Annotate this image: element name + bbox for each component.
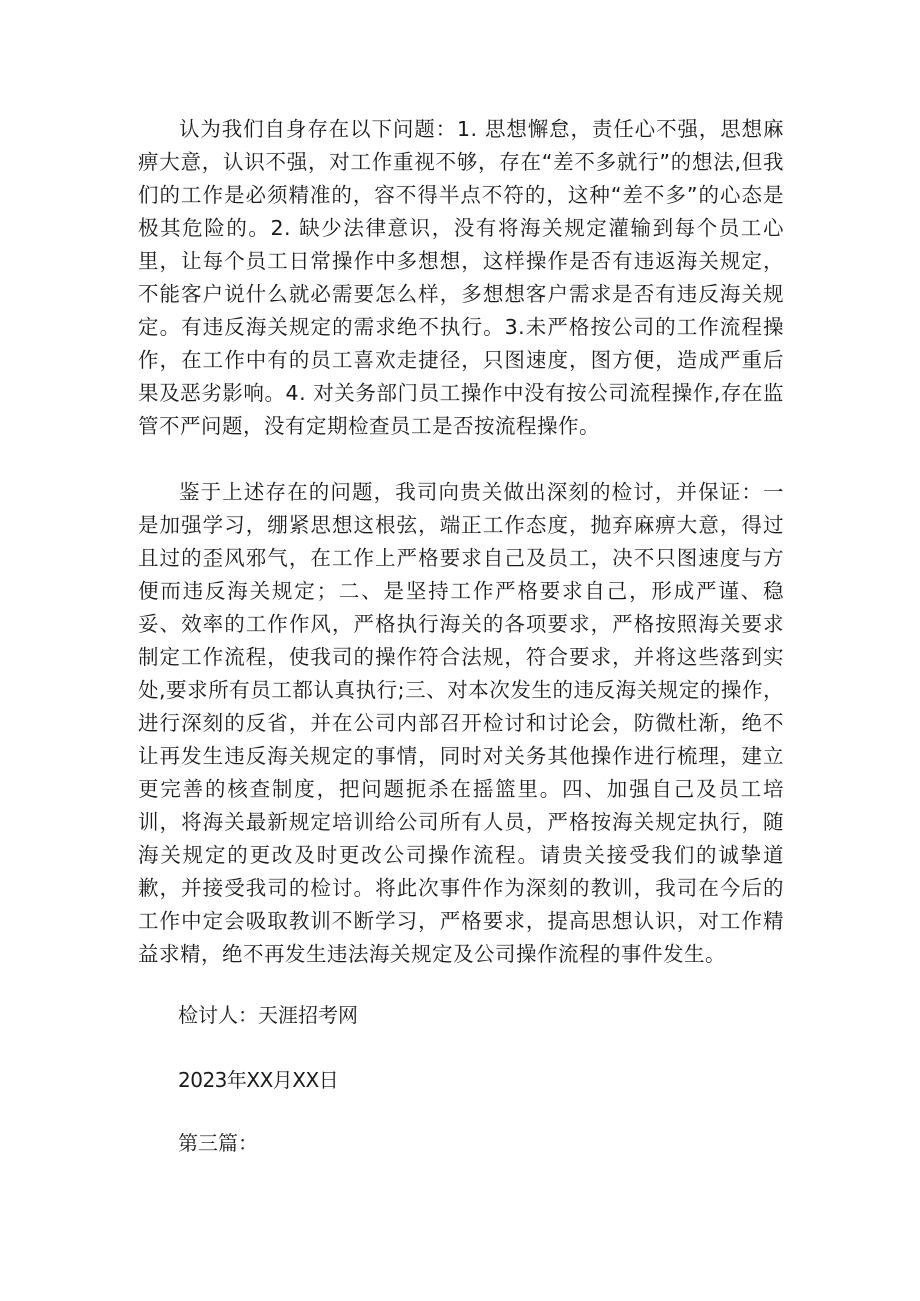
- document-body: [138, 113, 784, 971]
- section-heading: 第三篇：: [178, 1131, 258, 1155]
- paragraph-commitments: 鉴于上述存在的问题，我司向贵关做出深刻的检讨，并保证：一是加强学习，绷紧思想这根弦，端正工作态度，抛弃麻痹大意，得过且过的歪风邪气，在工作上严格要求自己及员工，决不只图速度与方便而违反海关规定；二、是坚持工作严格要求自己，形成严谨、稳妥、效率的工作作风，严格执行海关的各项要求，严格按照海关要求制定工作流程，使我司的操作符合法规，符合要求，并将这些落到实处,要求所有员工都认真执行;三、对本次发生的违反海关规定的操作，进行深刻的反省，并在公司内部召开检讨和讨论会，防微杜渐，绝不让再发生违反海关规定的事情，同时对关务其他操作进行梳理，建立更完善的核查制度，把问题扼杀在摇篮里。四、加强自己及员工培训，将海关最新规定培训给公司所有人员，严格按海关规定执行，随海关规定的更改及时更改公司操作流程。请贵关接受我们的诚挚道歉，并接受我司的检讨。将此次事件作为深刻的教训，我司在今后的工作中定会吸取教训不断学习，严格要求，提高思想认识，对工作精益求精，绝不再发生违法海关规定及公司操作流程的事件发生。: [138, 480, 784, 966]
- date-line: 2023年XX月XX日: [178, 1068, 339, 1092]
- signer-line: 检讨人：天涯招考网: [178, 1003, 358, 1027]
- paragraph-problems: 认为我们自身存在以下问题：1. 思想懈怠，责任心不强，思想麻痹大意，认识不强，对工作重视不够，存在“差不多就行”的想法,但我们的工作是必须精准的，容不得半点不符的，这种“差不多”的心态是极其危险的。2. 缺少法律意识，没有将海关规定灌输到每个员工心里，让每个员工日常操作中多想想，这样操作是否有违返海关规定，不能客户说什么就必需要怎么样，多想想客户需求是否有违反海关规定。有违反海关规定的需求绝不执行。3.未严格按公司的工作流程操作，在工作中有的员工喜欢走捷径，只图速度，图方便，造成严重后果及恶劣影响。4. 对关务部门员工操作中没有按公司流程操作,存在监管不严问题，没有定期检查员工是否按流程操作。: [138, 117, 784, 438]
